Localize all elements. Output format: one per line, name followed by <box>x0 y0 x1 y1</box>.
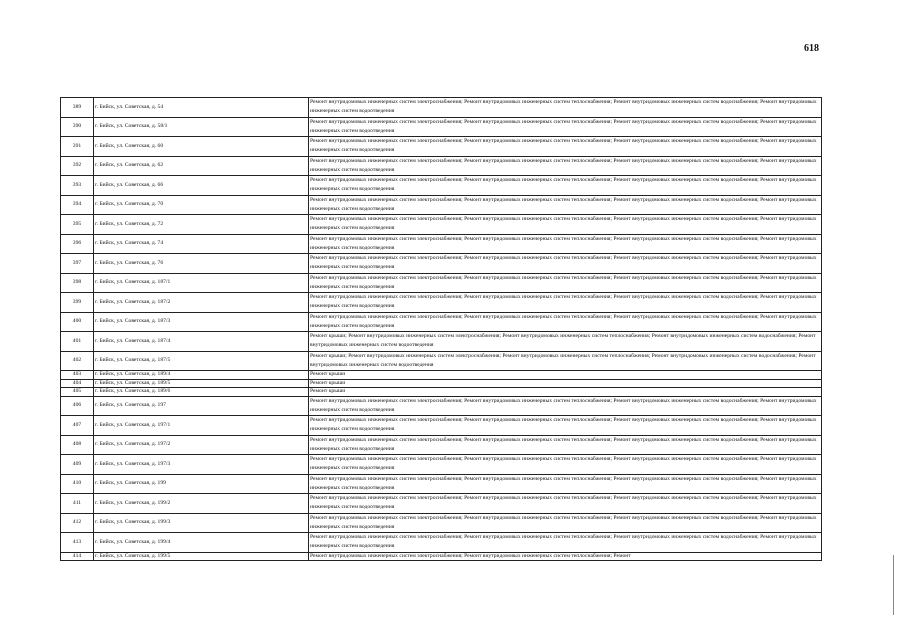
table-row <box>61 494 822 514</box>
row-works: Ремонт внутридомовых инженерных систем электроснабжения; Ремонт внутридомовых инженерных систем теплоснабжения; Ремонт внутридомовых инженерных систем водоснабжения; Ремонт внутридомовых инженерных систем водоотведения <box>309 312 822 332</box>
row-number: 404 <box>61 379 94 388</box>
row-address: г. Бийск, ул. Советская, д. 187/2 <box>94 293 309 313</box>
row-address: г. Бийск, ул. Советская, д. 66 <box>94 176 309 196</box>
table-row <box>61 379 822 388</box>
table-row <box>61 416 822 436</box>
row-address: г. Бийск, ул. Советская, д. 197/1 <box>94 416 309 436</box>
table-row <box>61 117 822 137</box>
table-row <box>61 552 822 561</box>
row-works: Ремонт внутридомовых инженерных систем электроснабжения; Ремонт внутридомовых инженерных систем теплоснабжения; Ремонт внутридомовых инженерных систем водоснабжения; Ремонт внутридомовых инженерных систем водоотведения <box>309 98 822 118</box>
row-number: 395 <box>61 215 94 235</box>
row-number: 393 <box>61 176 94 196</box>
table-row <box>61 455 822 475</box>
row-works: Ремонт внутридомовых инженерных систем электроснабжения; Ремонт внутридомовых инженерных систем теплоснабжения; Ремонт внутридомовых инженерных систем водоснабжения; Ремонт внутридомовых инженерных систем водоотведения <box>309 293 822 313</box>
table-row <box>61 234 822 254</box>
row-address: г. Бийск, ул. Советская, д. 189/5 <box>94 379 309 388</box>
row-number: 411 <box>61 494 94 514</box>
table-row <box>61 137 822 157</box>
row-works: Ремонт внутридомовых инженерных систем электроснабжения; Ремонт внутридомовых инженерных систем теплоснабжения; Ремонт внутридомовых инженерных систем водоснабжения; Ремонт внутридомовых инженерных систем водоотведения <box>309 474 822 494</box>
row-number: 407 <box>61 416 94 436</box>
row-number: 399 <box>61 293 94 313</box>
row-works: Ремонт внутридомовых инженерных систем электроснабжения; Ремонт внутридомовых инженерных систем теплоснабжения; Ремонт внутридомовых инженерных систем водоснабжения; Ремонт внутридомовых инженерных систем водоотведения <box>309 435 822 455</box>
row-address: г. Бийск, ул. Советская, д. 199/5 <box>94 552 309 561</box>
table-row <box>61 98 822 118</box>
row-works: Ремонт внутридомовых инженерных систем электроснабжения; Ремонт внутридомовых инженерных систем теплоснабжения; Ремонт внутридомовых инженерных систем водоснабжения; Ремонт внутридомовых инженерных систем водоотведения <box>309 176 822 196</box>
row-address: г. Бийск, ул. Советская, д. 199/2 <box>94 494 309 514</box>
row-number: 406 <box>61 396 94 416</box>
row-address: г. Бийск, ул. Советская, д. 199/3 <box>94 513 309 533</box>
table-row <box>61 533 822 553</box>
row-works: Ремонт внутридомовых инженерных систем электроснабжения; Ремонт внутридомовых инженерных систем теплоснабжения; Ремонт внутридомовых инженерных систем водоснабжения; Ремонт внутридомовых инженерных систем водоотведения <box>309 254 822 274</box>
row-number: 391 <box>61 137 94 157</box>
row-number: 405 <box>61 388 94 397</box>
row-number: 412 <box>61 513 94 533</box>
row-number: 414 <box>61 552 94 561</box>
table-body <box>61 98 822 561</box>
scan-edge-mark <box>893 555 894 615</box>
row-works: Ремонт внутридомовых инженерных систем электроснабжения; Ремонт внутридомовых инженерных систем теплоснабжения; Ремонт внутридомовых инженерных систем водоснабжения; Ремонт внутридомовых инженерных систем водоотведения <box>309 234 822 254</box>
row-address: г. Бийск, ул. Советская, д. 199/4 <box>94 533 309 553</box>
row-address: г. Бийск, ул. Советская, д. 72 <box>94 215 309 235</box>
row-works: Ремонт внутридомовых инженерных систем электроснабжения; Ремонт внутридомовых инженерных систем теплоснабжения; Ремонт внутридомовых инженерных систем водоснабжения; Ремонт внутридомовых инженерных систем водоотведения <box>309 513 822 533</box>
row-number: 403 <box>61 371 94 380</box>
row-number: 397 <box>61 254 94 274</box>
row-address: г. Бийск, ул. Советская, д. 70 <box>94 195 309 215</box>
row-number: 400 <box>61 312 94 332</box>
row-number: 396 <box>61 234 94 254</box>
repair-works-table <box>60 97 822 561</box>
row-works: Ремонт внутридомовых инженерных систем электроснабжения; Ремонт внутридомовых инженерных систем теплоснабжения; Ремонт внутридомовых инженерных систем водоснабжения; Ремонт внутридомовых инженерных систем водоотведения <box>309 533 822 553</box>
row-number: 401 <box>61 332 94 352</box>
row-address: г. Бийск, ул. Советская, д. 197/2 <box>94 435 309 455</box>
row-address: г. Бийск, ул. Советская, д. 187/1 <box>94 273 309 293</box>
table-row <box>61 195 822 215</box>
table-row <box>61 388 822 397</box>
row-works: Ремонт крыши <box>309 379 822 388</box>
row-number: 389 <box>61 98 94 118</box>
row-works: Ремонт внутридомовых инженерных систем электроснабжения; Ремонт внутридомовых инженерных систем теплоснабжения; Ремонт <box>309 552 822 561</box>
table-row <box>61 474 822 494</box>
row-number: 394 <box>61 195 94 215</box>
table-row <box>61 293 822 313</box>
row-works: Ремонт крыши <box>309 371 822 380</box>
row-number: 410 <box>61 474 94 494</box>
row-address: г. Бийск, ул. Советская, д. 58/1 <box>94 117 309 137</box>
table-row <box>61 156 822 176</box>
row-number: 408 <box>61 435 94 455</box>
table-row <box>61 332 822 352</box>
row-address: г. Бийск, ул. Советская, д. 197 <box>94 396 309 416</box>
row-works: Ремонт крыши <box>309 388 822 397</box>
row-address: г. Бийск, ул. Советская, д. 187/4 <box>94 332 309 352</box>
row-number: 392 <box>61 156 94 176</box>
table-row <box>61 351 822 371</box>
row-address: г. Бийск, ул. Советская, д. 76 <box>94 254 309 274</box>
table-row <box>61 371 822 380</box>
table-row <box>61 176 822 196</box>
page-number: 618 <box>804 43 819 54</box>
row-works: Ремонт внутридомовых инженерных систем электроснабжения; Ремонт внутридомовых инженерных систем теплоснабжения; Ремонт внутридомовых инженерных систем водоснабжения; Ремонт внутридомовых инженерных систем водоотведения <box>309 195 822 215</box>
row-address: г. Бийск, ул. Советская, д. 189/6 <box>94 388 309 397</box>
row-works: Ремонт внутридомовых инженерных систем электроснабжения; Ремонт внутридомовых инженерных систем теплоснабжения; Ремонт внутридомовых инженерных систем водоснабжения; Ремонт внутридомовых инженерных систем водоотведения <box>309 215 822 235</box>
row-works: Ремонт внутридомовых инженерных систем электроснабжения; Ремонт внутридомовых инженерных систем теплоснабжения; Ремонт внутридомовых инженерных систем водоснабжения; Ремонт внутридомовых инженерных систем водоотведения <box>309 156 822 176</box>
row-works: Ремонт крыши; Ремонт внутридомовых инженерных систем электроснабжения; Ремонт внутридомовых инженерных систем теплоснабжения; Ремонт внутридомовых инженерных систем водоснабжения; Ремонт внутридомовых инженерных систем водоотведения <box>309 332 822 352</box>
row-address: г. Бийск, ул. Советская, д. 187/5 <box>94 351 309 371</box>
row-number: 398 <box>61 273 94 293</box>
row-address: г. Бийск, ул. Советская, д. 187/3 <box>94 312 309 332</box>
row-works: Ремонт внутридомовых инженерных систем электроснабжения; Ремонт внутридомовых инженерных систем теплоснабжения; Ремонт внутридомовых инженерных систем водоснабжения; Ремонт внутридомовых инженерных систем водоотведения <box>309 396 822 416</box>
row-address: г. Бийск, ул. Советская, д. 74 <box>94 234 309 254</box>
row-works: Ремонт внутридомовых инженерных систем электроснабжения; Ремонт внутридомовых инженерных систем теплоснабжения; Ремонт внутридомовых инженерных систем водоснабжения; Ремонт внутридомовых инженерных систем водоотведения <box>309 117 822 137</box>
row-works: Ремонт внутридомовых инженерных систем электроснабжения; Ремонт внутридомовых инженерных систем теплоснабжения; Ремонт внутридомовых инженерных систем водоснабжения; Ремонт внутридомовых инженерных систем водоотведения <box>309 455 822 475</box>
row-number: 402 <box>61 351 94 371</box>
table-row <box>61 312 822 332</box>
table-row <box>61 396 822 416</box>
row-works: Ремонт внутридомовых инженерных систем электроснабжения; Ремонт внутридомовых инженерных систем теплоснабжения; Ремонт внутридомовых инженерных систем водоснабжения; Ремонт внутридомовых инженерных систем водоотведения <box>309 137 822 157</box>
row-address: г. Бийск, ул. Советская, д. 197/3 <box>94 455 309 475</box>
row-works: Ремонт внутридомовых инженерных систем электроснабжения; Ремонт внутридомовых инженерных систем теплоснабжения; Ремонт внутридомовых инженерных систем водоснабжения; Ремонт внутридомовых инженерных систем водоотведения <box>309 273 822 293</box>
row-works: Ремонт крыши; Ремонт внутридомовых инженерных систем электроснабжения; Ремонт внутридомовых инженерных систем теплоснабжения; Ремонт внутридомовых инженерных систем водоснабжения; Ремонт внутридомовых инженерных систем водоотведения <box>309 351 822 371</box>
row-number: 390 <box>61 117 94 137</box>
row-address: г. Бийск, ул. Советская, д. 199 <box>94 474 309 494</box>
row-works: Ремонт внутридомовых инженерных систем электроснабжения; Ремонт внутридомовых инженерных систем теплоснабжения; Ремонт внутридомовых инженерных систем водоснабжения; Ремонт внутридомовых инженерных систем водоотведения <box>309 494 822 514</box>
table-row <box>61 254 822 274</box>
row-address: г. Бийск, ул. Советская, д. 189/4 <box>94 371 309 380</box>
row-address: г. Бийск, ул. Советская, д. 62 <box>94 156 309 176</box>
table-row <box>61 273 822 293</box>
row-address: г. Бийск, ул. Советская, д. 54 <box>94 98 309 118</box>
table-row <box>61 435 822 455</box>
row-number: 413 <box>61 533 94 553</box>
row-address: г. Бийск, ул. Советская, д. 60 <box>94 137 309 157</box>
row-number: 409 <box>61 455 94 475</box>
table-row <box>61 513 822 533</box>
row-works: Ремонт внутридомовых инженерных систем электроснабжения; Ремонт внутридомовых инженерных систем теплоснабжения; Ремонт внутридомовых инженерных систем водоснабжения; Ремонт внутридомовых инженерных систем водоотведения <box>309 416 822 436</box>
table-row <box>61 215 822 235</box>
